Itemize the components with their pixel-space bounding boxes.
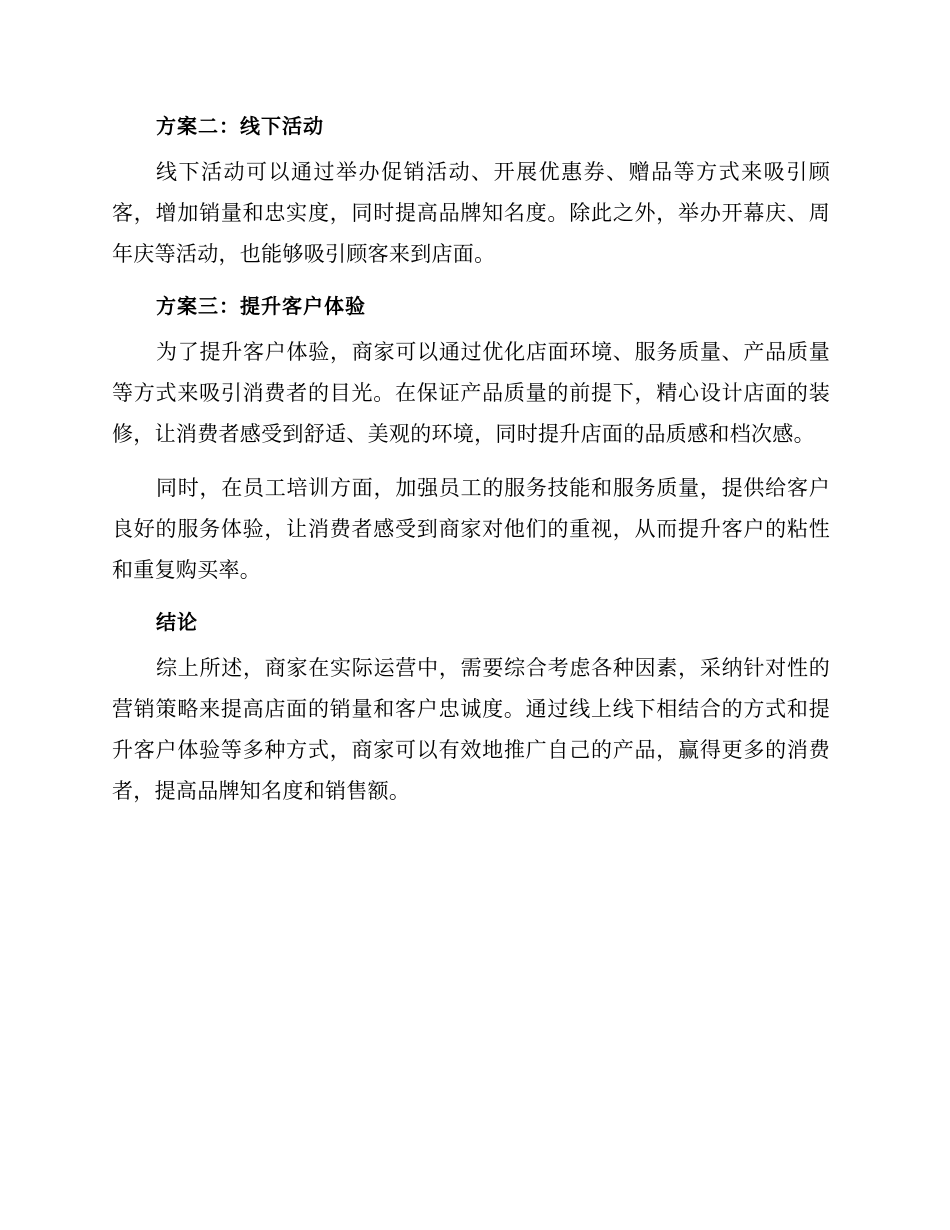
paragraph-offline-activities: 线下活动可以通过举办促销活动、开展优惠券、赠品等方式来吸引顾客，增加销量和忠实度，同时提高品牌知名度。除此之外，举办开幕庆、周年庆等活动，也能够吸引顾客来到店面。 xyxy=(112,160,830,266)
paragraph-conclusion: 综上所述，商家在实际运营中，需要综合考虑各种因素，采纳针对性的营销策略来提高店面的销量和客户忠诚度。通过线上线下相结合的方式和提升客户体验等多种方式，商家可以有效地推广自己的产品，赢得更多的消费者，提高品牌知名度和销售额。 xyxy=(112,656,830,803)
paragraph-customer-experience-1: 为了提升客户体验，商家可以通过优化店面环境、服务质量、产品质量等方式来吸引消费者的目光。在保证产品质量的前提下，精心设计店面的装修，让消费者感受到舒适、美观的环境，同时提升店面的品质感和档次感。 xyxy=(112,340,830,446)
document-page xyxy=(112,108,830,812)
paragraph-customer-experience-2: 同时，在员工培训方面，加强员工的服务技能和服务质量，提供给客户良好的服务体验，让消费者感受到商家对他们的重视，从而提升客户的粘性和重复购买率。 xyxy=(112,476,830,582)
section-heading-offline-activities: 方案二：线下活动 xyxy=(156,114,324,138)
section-heading-conclusion: 结论 xyxy=(156,610,198,634)
section-heading-customer-experience: 方案三：提升客户体验 xyxy=(156,294,366,318)
